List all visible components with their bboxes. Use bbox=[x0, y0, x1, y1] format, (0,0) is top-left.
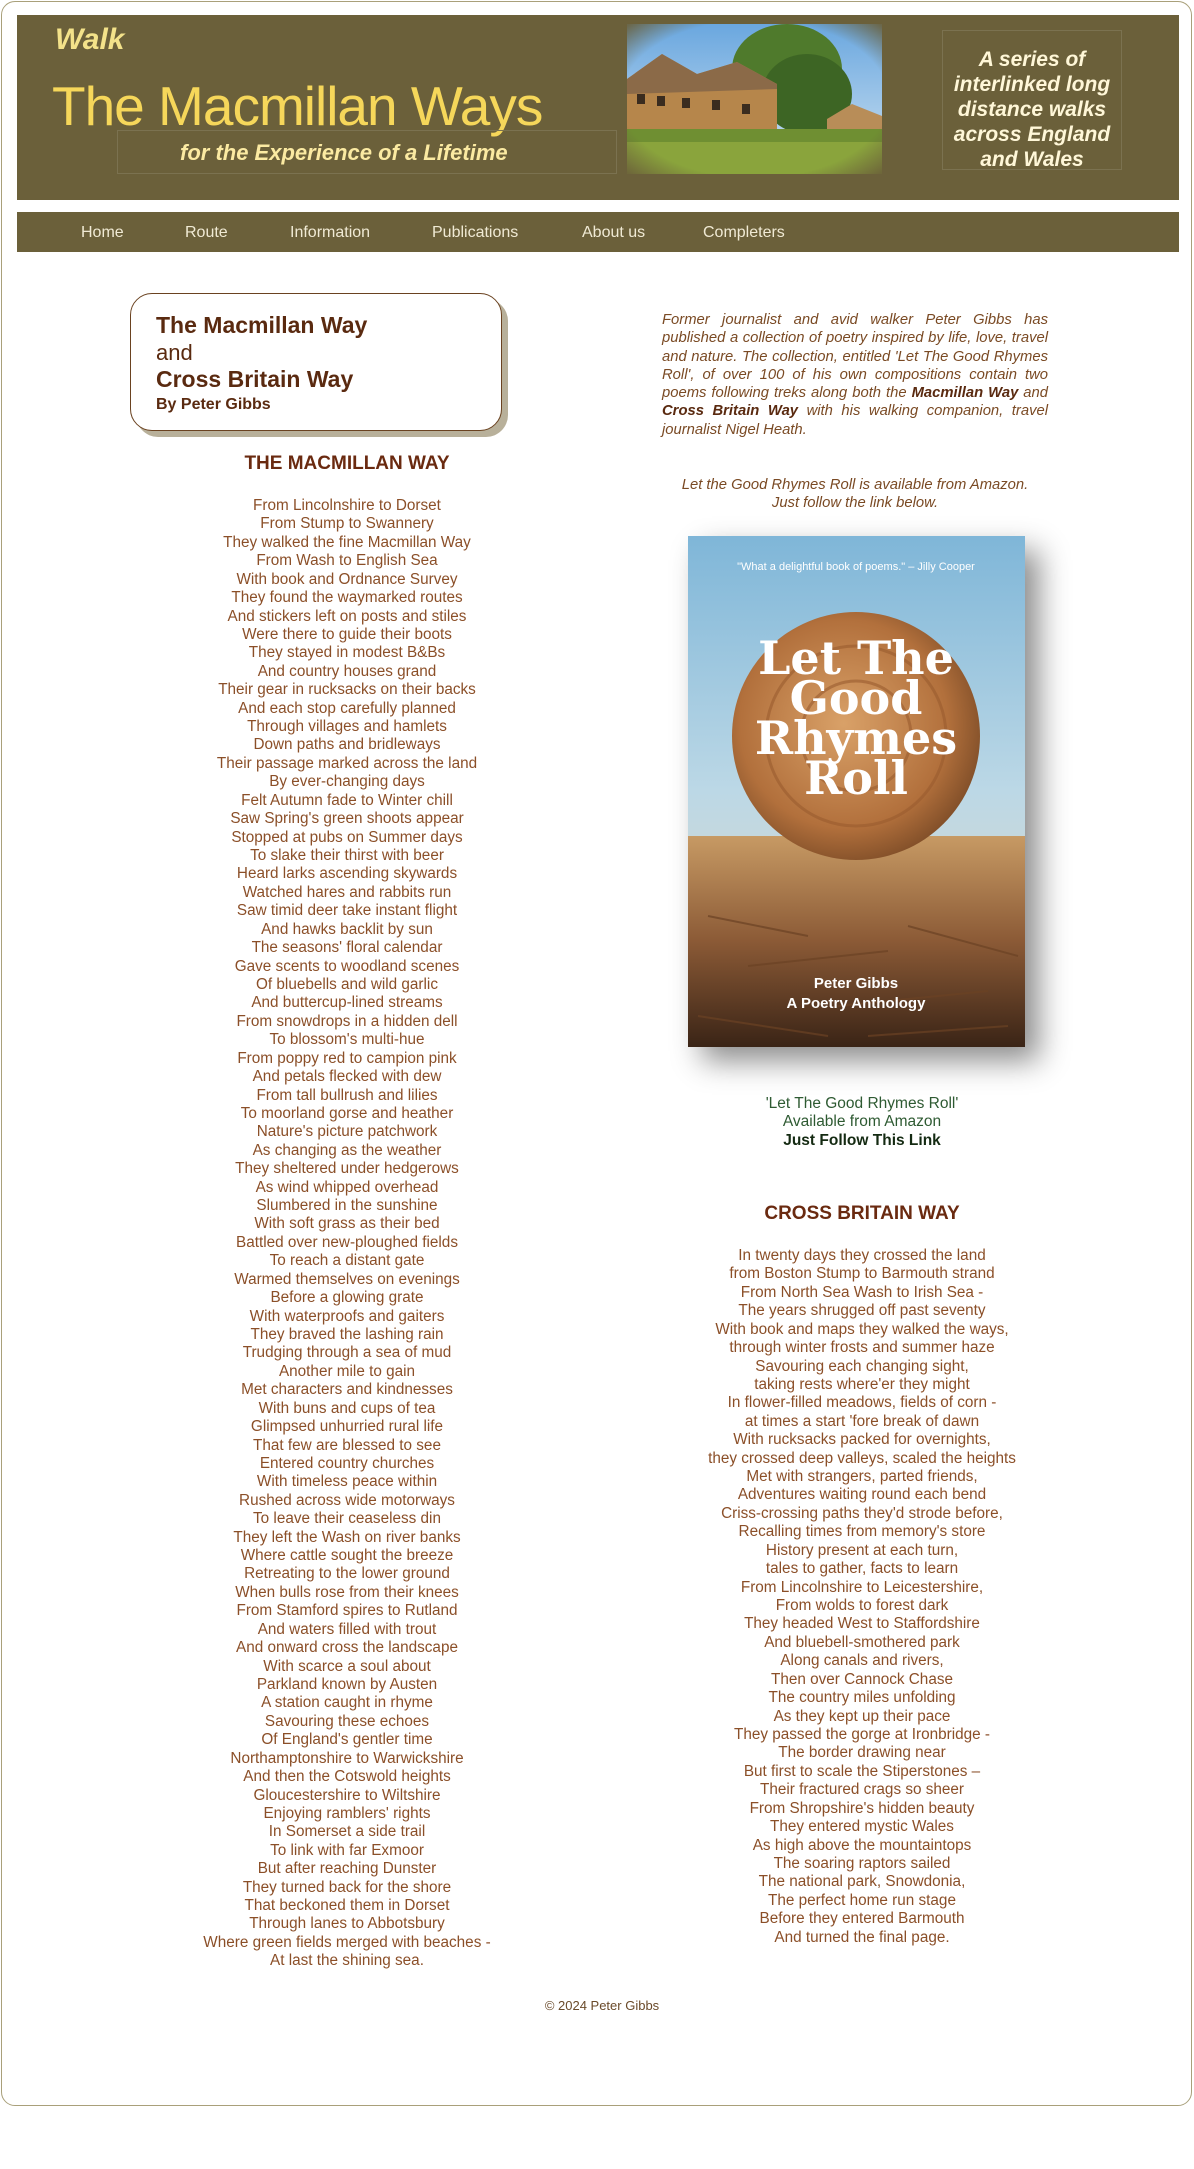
book-title-line: Good bbox=[789, 671, 923, 725]
poem-line: To reach a distant gate bbox=[269, 1252, 425, 1270]
poem-line: Where green fields merged with beaches - bbox=[203, 1933, 491, 1951]
poem-line: To slake their thirst with beer bbox=[250, 847, 444, 865]
poem-line: The soaring raptors sailed bbox=[773, 1854, 951, 1872]
intro-paragraph bbox=[662, 311, 1048, 439]
nav-home[interactable]: Home bbox=[81, 224, 124, 241]
poem-line: In flower-filled meadows, fields of corn - bbox=[727, 1394, 997, 1412]
poem-line: They turned back for the shore bbox=[242, 1878, 452, 1896]
poem-line: To leave their ceaseless din bbox=[253, 1510, 441, 1528]
poem-line: Adventures waiting round each bend bbox=[737, 1486, 987, 1504]
cross-britain-poem-heading: CROSS BRITAIN WAY bbox=[764, 1203, 960, 1224]
poem-line: Gave scents to woodland scenes bbox=[234, 957, 460, 975]
village-photo-image bbox=[627, 24, 882, 174]
poem-line: From Lincolnshire to Dorset bbox=[253, 497, 441, 514]
poem-line: They left the Wash on river banks bbox=[233, 1528, 461, 1546]
poem-line: they crossed deep valleys, scaled the heights bbox=[708, 1449, 1016, 1467]
book-title-line: Roll bbox=[804, 751, 908, 805]
poem-line: And hawks backlit by sun bbox=[261, 920, 433, 938]
poem-line: As they kept up their pace bbox=[773, 1707, 951, 1725]
poem-line: In twenty days they crossed the land bbox=[738, 1247, 986, 1264]
poem-line: And bluebell-smothered park bbox=[764, 1633, 960, 1651]
poem-line: Saw timid deer take instant flight bbox=[236, 902, 458, 920]
poem-line: And each stop carefully planned bbox=[238, 699, 456, 717]
page-frame bbox=[1, 1, 1192, 2106]
poem-line: Parkland known by Austen bbox=[256, 1676, 438, 1693]
poem-line: With book and Ordnance Survey bbox=[236, 570, 458, 588]
header-series-box bbox=[942, 30, 1122, 170]
poem-line: But after reaching Dunster bbox=[257, 1860, 437, 1878]
poem-line: At last the shining sea. bbox=[270, 1952, 424, 1970]
nav-route[interactable]: Route bbox=[185, 224, 228, 241]
poem-line: With timeless peace within bbox=[256, 1473, 438, 1491]
macmillan-poem-heading: THE MACMILLAN WAY bbox=[244, 453, 450, 474]
poem-line: From Lincolnshire to Leicestershire, bbox=[740, 1578, 984, 1596]
poem-line: The perfect home run stage bbox=[768, 1891, 956, 1909]
poem-line: Felt Autumn fade to Winter chill bbox=[241, 791, 453, 809]
poem-line: With rucksacks packed for overnights, bbox=[733, 1431, 991, 1449]
poem-line: In Somerset a side trail bbox=[268, 1823, 426, 1841]
poem-line: Their passage marked across the land bbox=[216, 754, 478, 772]
poem-line: The border drawing near bbox=[778, 1744, 946, 1762]
poem-line: Saw Spring's green shoots appear bbox=[230, 810, 464, 828]
poem-line: As high above the mountaintops bbox=[752, 1836, 972, 1854]
book-author: Peter Gibbs bbox=[813, 975, 899, 992]
poem-line: Were there to guide their boots bbox=[242, 625, 452, 643]
poem-line: History present at each turn, bbox=[765, 1541, 959, 1559]
header-tagline: for the Experience of a Lifetime bbox=[117, 130, 617, 174]
poem-line: Their fractured crags so sheer bbox=[759, 1781, 965, 1799]
poem-line: With soft grass as their bed bbox=[254, 1215, 440, 1233]
poem-line: Recalling times from memory's store bbox=[738, 1523, 986, 1541]
poem-line: They entered mystic Wales bbox=[770, 1818, 954, 1836]
poem-line: They walked the fine Macmillan Way bbox=[223, 533, 471, 551]
poem-line: From poppy red to campion pink bbox=[237, 1049, 457, 1067]
availability-line: Let the Good Rhymes Roll is available from Amazon. bbox=[681, 477, 1029, 493]
nav-about-us[interactable]: About us bbox=[582, 224, 646, 241]
poem-line: From snowdrops in a hidden dell bbox=[236, 1012, 458, 1030]
poem-line: at times a start 'fore break of dawn bbox=[744, 1412, 980, 1430]
poem-line: From tall bullrush and lilies bbox=[256, 1086, 438, 1104]
poem-line: Glimpsed unhurried rural life bbox=[250, 1418, 444, 1436]
caption-title: 'Let The Good Rhymes Roll' bbox=[765, 1095, 959, 1112]
poem-line: Battled over new-ploughed fields bbox=[236, 1233, 458, 1251]
poem-line: Slumbered in the sunshine bbox=[256, 1197, 438, 1215]
poem-line: Gloucestershire to Wiltshire bbox=[253, 1786, 441, 1804]
card-title-cross-britain: Cross Britain Way bbox=[156, 366, 354, 392]
poem-line: And buttercup-lined streams bbox=[251, 994, 443, 1012]
availability-line: Just follow the link below. bbox=[771, 495, 939, 512]
poem-line: through winter frosts and summer haze bbox=[729, 1339, 995, 1357]
poem-line: From wolds to forest dark bbox=[775, 1597, 949, 1615]
poem-line: They found the waymarked routes bbox=[231, 589, 463, 607]
poem-line: They sheltered under hedgerows bbox=[235, 1160, 459, 1178]
book-subtitle: A Poetry Anthology bbox=[786, 995, 926, 1012]
poem-line: That few are blessed to see bbox=[253, 1436, 441, 1454]
poem-line: From Stump to Swannery bbox=[260, 515, 434, 533]
poem-line: Along canals and rivers, bbox=[780, 1652, 944, 1670]
footer-copyright: © 2024 Peter Gibbs bbox=[544, 1998, 660, 2013]
site-title[interactable]: The Macmillan Ways bbox=[52, 75, 543, 137]
poem-line: They passed the gorge at Ironbridge - bbox=[734, 1725, 990, 1743]
poem-line: Savouring each changing sight, bbox=[755, 1357, 969, 1375]
poem-line: They braved the lashing rain bbox=[250, 1325, 444, 1343]
poem-line: Northamptonshire to Warwickshire bbox=[230, 1749, 464, 1767]
poem-line: By ever-changing days bbox=[269, 773, 425, 791]
poem-line: Criss-crossing paths they'd strode before, bbox=[721, 1504, 1003, 1522]
series-line: interlinked long bbox=[953, 73, 1111, 96]
poem-line: Their gear in rucksacks on their backs bbox=[218, 681, 476, 699]
book-title-line: Let The bbox=[758, 631, 954, 685]
card-title-macmillan: The Macmillan Way bbox=[156, 312, 368, 338]
poem-line: With book and maps they walked the ways, bbox=[715, 1320, 1009, 1338]
intro-text: with his walking companion, travel journalist Nigel Heath. bbox=[662, 403, 1048, 438]
poem-line: But first to scale the Stiperstones – bbox=[743, 1762, 981, 1780]
book-quote: "What a delightful book of poems." – Jilly Cooper bbox=[737, 561, 975, 573]
poem-line: To moorland gorse and heather bbox=[240, 1104, 454, 1122]
nav-information[interactable]: Information bbox=[290, 224, 371, 241]
book-caption bbox=[682, 1095, 1042, 1150]
book-title-card bbox=[130, 293, 502, 431]
poem-line: To blossom's multi-hue bbox=[269, 1031, 425, 1049]
main-nav bbox=[17, 212, 1179, 252]
poem-line: Through villages and hamlets bbox=[247, 718, 447, 736]
nav-completers[interactable]: Completers bbox=[703, 224, 785, 241]
poem-line: tales to gather, facts to learn bbox=[765, 1560, 959, 1578]
poem-line: With scarce a soul about bbox=[263, 1657, 431, 1675]
poem-line: As wind whipped overhead bbox=[255, 1178, 439, 1196]
poem-line: And onward cross the landscape bbox=[236, 1639, 458, 1657]
book-title-line: Rhymes bbox=[754, 711, 958, 765]
poem-line: From Shropshire's hidden beauty bbox=[749, 1799, 975, 1817]
poem-line: With buns and cups of tea bbox=[258, 1399, 436, 1417]
caption-available: Available from Amazon bbox=[782, 1113, 942, 1131]
book-cover[interactable] bbox=[688, 536, 1025, 1047]
series-line: and Wales bbox=[980, 148, 1084, 171]
poem-line: taking rests where'er they might bbox=[754, 1375, 970, 1393]
poem-line: Down paths and bridleways bbox=[253, 736, 441, 754]
intro-text: Former journalist and avid walker Peter Gibbs has published a collection of poetry inspired by life, love, travel and nature. The collection, entitled 'Let The Good Rhymes Roll', of over 100 of his own compositions contain two poems following treks along both the bbox=[662, 312, 1048, 402]
card-and: and bbox=[156, 340, 193, 365]
series-line: A series of bbox=[978, 48, 1086, 71]
macmillan-poem bbox=[142, 497, 552, 1971]
poem-line: A station caught in rhyme bbox=[261, 1694, 433, 1712]
poem-line: That beckoned them in Dorset bbox=[244, 1897, 450, 1915]
poem-line: And turned the final page. bbox=[774, 1928, 950, 1946]
poem-line: And country houses grand bbox=[257, 662, 437, 680]
poem-line: The national park, Snowdonia, bbox=[758, 1873, 966, 1891]
cross-britain-poem bbox=[662, 1247, 1062, 1947]
poem-line: From Wash to English Sea bbox=[256, 552, 438, 570]
poem-line: To link with far Exmoor bbox=[270, 1841, 424, 1859]
poem-line: Met with strangers, parted friends, bbox=[746, 1468, 978, 1486]
book-cover-image bbox=[688, 536, 1025, 1047]
poem-line: Nature's picture patchwork bbox=[256, 1123, 438, 1141]
poem-line: The country miles unfolding bbox=[768, 1689, 956, 1707]
amazon-link[interactable]: Just Follow This Link bbox=[783, 1131, 941, 1149]
intro-macmillan-way: Macmillan Way bbox=[911, 385, 1019, 402]
poem-line: Another mile to gain bbox=[278, 1362, 416, 1380]
poem-line: They stayed in modest B&Bs bbox=[248, 644, 446, 662]
series-line: distance walks bbox=[957, 98, 1107, 121]
poem-line: Where cattle sought the breeze bbox=[240, 1547, 454, 1565]
card-author: By Peter Gibbs bbox=[156, 396, 271, 413]
intro-cross-britain-way: Cross Britain Way bbox=[662, 403, 799, 420]
poem-line: With waterproofs and gaiters bbox=[249, 1307, 445, 1325]
poem-line: From Stamford spires to Rutland bbox=[236, 1602, 458, 1620]
poem-line: They headed West to Staffordshire bbox=[744, 1615, 980, 1633]
poem-line: Before they entered Barmouth bbox=[759, 1910, 965, 1928]
poem-line: Retreating to the lower ground bbox=[244, 1565, 450, 1583]
poem-line: Heard larks ascending skywards bbox=[236, 865, 458, 883]
poem-line: Watched hares and rabbits run bbox=[242, 883, 452, 901]
poem-line: Met characters and kindnesses bbox=[241, 1381, 453, 1399]
poem-line: Savouring these echoes bbox=[264, 1712, 430, 1730]
poem-line: Warmed themselves on evenings bbox=[234, 1270, 460, 1288]
poem-line: Then over Cannock Chase bbox=[771, 1670, 953, 1688]
poem-line: Entered country churches bbox=[259, 1454, 435, 1472]
poem-line: Rushed across wide motorways bbox=[239, 1491, 455, 1509]
poem-line: From North Sea Wash to Irish Sea - bbox=[740, 1283, 984, 1301]
poem-line: And stickers left on posts and stiles bbox=[227, 607, 467, 625]
poem-line: Enjoying ramblers' rights bbox=[263, 1804, 431, 1822]
poem-line: And petals flecked with dew bbox=[252, 1068, 442, 1086]
poem-line: Of bluebells and wild garlic bbox=[256, 975, 438, 993]
poem-line: The seasons' floral calendar bbox=[251, 939, 443, 957]
poem-line: Trudging through a sea of mud bbox=[242, 1344, 452, 1362]
poem-line: Through lanes to Abbotsbury bbox=[249, 1915, 445, 1933]
poem-line: Before a glowing grate bbox=[270, 1289, 424, 1307]
poem-line: The years shrugged off past seventy bbox=[738, 1302, 986, 1320]
poem-line: And then the Cotswold heights bbox=[243, 1768, 451, 1786]
header-walk: Walk bbox=[55, 23, 125, 56]
nav-publications[interactable]: Publications bbox=[432, 224, 519, 241]
header-village-photo bbox=[627, 24, 882, 174]
poem-line: Stopped at pubs on Summer days bbox=[231, 828, 463, 846]
poem-line: from Boston Stump to Barmouth strand bbox=[729, 1265, 995, 1283]
poem-line: Of England's gentler time bbox=[261, 1731, 433, 1749]
poem-line: And waters filled with trout bbox=[257, 1620, 437, 1638]
series-line: across England bbox=[953, 123, 1111, 146]
intro-text: and bbox=[1018, 385, 1048, 402]
availability-note bbox=[642, 476, 1068, 513]
poem-line: When bulls rose from their knees bbox=[235, 1583, 459, 1601]
poem-line: As changing as the weather bbox=[252, 1141, 442, 1159]
